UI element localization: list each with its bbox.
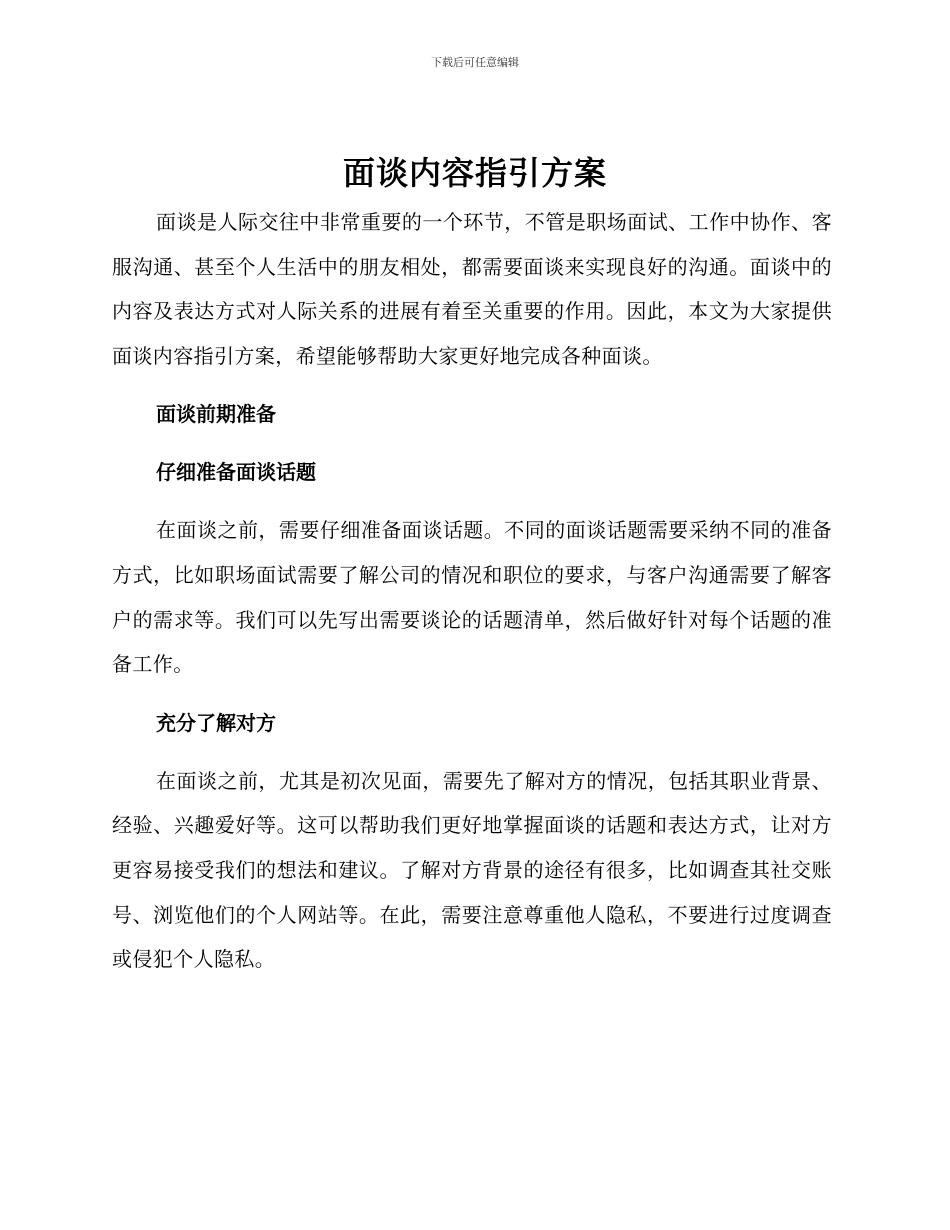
header-note: 下载后可任意编辑 <box>431 56 519 69</box>
know-other-paragraph: 在面谈之前，尤其是初次见面，需要先了解对方的情况，包括其职业背景、经验、兴趣爱好等。这可以帮助我们更好地掌握面谈的话题和表达方式，让对方更容易接受我们的想法和建议。了解对方背景的途径有很多，比如调查其社交账号、浏览他们的个人网站等。在此，需要注意尊重他人隐私，不要进行过度调查或侵犯个人隐私。 <box>112 768 832 972</box>
section-heading-preparation: 面谈前期准备 <box>156 402 276 427</box>
document-title: 面谈内容指引方案 <box>342 154 607 192</box>
subsection-heading-topics: 仔细准备面谈话题 <box>156 460 316 485</box>
document-body <box>112 200 832 982</box>
intro-paragraph: 面谈是人际交往中非常重要的一个环节，不管是职场面试、工作中协作、客服沟通、甚至个人生活中的朋友相处，都需要面谈来实现良好的沟通。面谈中的内容及表达方式对人际关系的进展有着至关重要的作用。因此，本文为大家提供面谈内容指引方案，希望能够帮助大家更好地完成各种面谈。 <box>112 210 832 368</box>
subsection-heading-know-other: 充分了解对方 <box>156 710 276 735</box>
topics-paragraph: 在面谈之前，需要仔细准备面谈话题。不同的面谈话题需要采纳不同的准备方式，比如职场面试需要了解公司的情况和职位的要求，与客户沟通需要了解客户的需求等。我们可以先写出需要谈论的话题清单，然后做好针对每个话题的准备工作。 <box>112 518 832 677</box>
